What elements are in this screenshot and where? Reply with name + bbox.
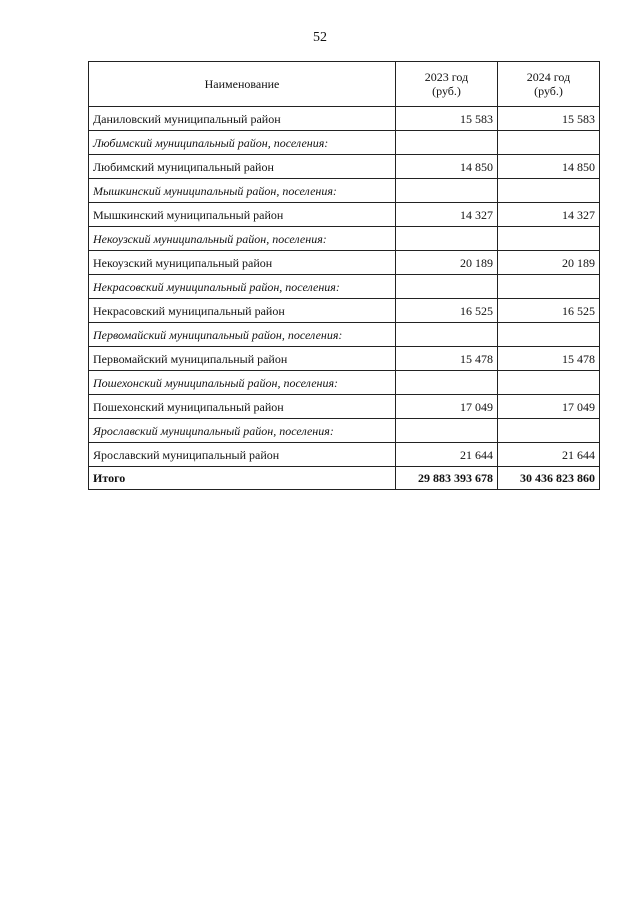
section-name: Первомайский муниципальный район, поселения: — [89, 323, 396, 347]
total-value-2023: 29 883 393 678 — [396, 467, 498, 490]
section-row — [89, 371, 600, 395]
section-row — [89, 131, 600, 155]
header-2023-unit: (руб.) — [432, 84, 461, 98]
table-row — [89, 155, 600, 179]
row-value-2023: 16 525 — [396, 299, 498, 323]
section-name: Некоузский муниципальный район, поселения: — [89, 227, 396, 251]
row-value-2023 — [396, 131, 498, 155]
page-number: 52 — [313, 30, 327, 45]
row-value-2024: 16 525 — [498, 299, 600, 323]
header-2023-year: 2023 год — [424, 70, 469, 84]
row-name: Любимский муниципальный район — [89, 155, 396, 179]
table-row — [89, 347, 600, 371]
row-value-2024 — [498, 131, 600, 155]
section-name: Некрасовский муниципальный район, поселения: — [89, 275, 396, 299]
table-row — [89, 443, 600, 467]
table-header-row — [89, 62, 600, 107]
row-value-2023 — [396, 275, 498, 299]
row-value-2024: 15 583 — [498, 107, 600, 131]
row-name: Ярославский муниципальный район — [89, 443, 396, 467]
header-2024 — [498, 62, 600, 107]
row-value-2023: 14 850 — [396, 155, 498, 179]
table-row — [89, 299, 600, 323]
table-row — [89, 395, 600, 419]
row-value-2024: 15 478 — [498, 347, 600, 371]
row-value-2023: 17 049 — [396, 395, 498, 419]
row-value-2024 — [498, 371, 600, 395]
section-name: Пошехонский муниципальный район, поселения: — [89, 371, 396, 395]
header-name: Наименование — [89, 62, 396, 107]
header-2024-unit: (руб.) — [534, 84, 563, 98]
row-value-2024: 17 049 — [498, 395, 600, 419]
row-value-2023 — [396, 371, 498, 395]
row-name: Некоузский муниципальный район — [89, 251, 396, 275]
table-row — [89, 107, 600, 131]
row-value-2024: 20 189 — [498, 251, 600, 275]
row-value-2024: 21 644 — [498, 443, 600, 467]
row-value-2024: 14 327 — [498, 203, 600, 227]
row-value-2023 — [396, 227, 498, 251]
total-row — [89, 467, 600, 490]
table-row — [89, 203, 600, 227]
total-label: Итого — [89, 467, 396, 490]
row-value-2023: 15 583 — [396, 107, 498, 131]
row-name: Пошехонский муниципальный район — [89, 395, 396, 419]
section-row — [89, 419, 600, 443]
budget-table — [88, 61, 600, 490]
row-name: Первомайский муниципальный район — [89, 347, 396, 371]
row-value-2023: 20 189 — [396, 251, 498, 275]
header-2024-year: 2024 год — [526, 70, 571, 84]
total-value-2024: 30 436 823 860 — [498, 467, 600, 490]
section-row — [89, 227, 600, 251]
section-row — [89, 275, 600, 299]
section-name: Любимский муниципальный район, поселения: — [89, 131, 396, 155]
row-value-2023: 21 644 — [396, 443, 498, 467]
row-name: Мышкинский муниципальный район — [89, 203, 396, 227]
row-value-2024 — [498, 179, 600, 203]
row-value-2023: 15 478 — [396, 347, 498, 371]
row-value-2023: 14 327 — [396, 203, 498, 227]
row-value-2024 — [498, 323, 600, 347]
table-row — [89, 251, 600, 275]
section-row — [89, 323, 600, 347]
row-value-2024 — [498, 227, 600, 251]
row-name: Некрасовский муниципальный район — [89, 299, 396, 323]
row-value-2023 — [396, 419, 498, 443]
row-value-2023 — [396, 179, 498, 203]
row-value-2023 — [396, 323, 498, 347]
header-2023 — [396, 62, 498, 107]
row-value-2024 — [498, 275, 600, 299]
section-name: Мышкинский муниципальный район, поселения: — [89, 179, 396, 203]
section-name: Ярославский муниципальный район, поселения: — [89, 419, 396, 443]
row-value-2024 — [498, 419, 600, 443]
row-name: Даниловский муниципальный район — [89, 107, 396, 131]
row-value-2024: 14 850 — [498, 155, 600, 179]
section-row — [89, 179, 600, 203]
